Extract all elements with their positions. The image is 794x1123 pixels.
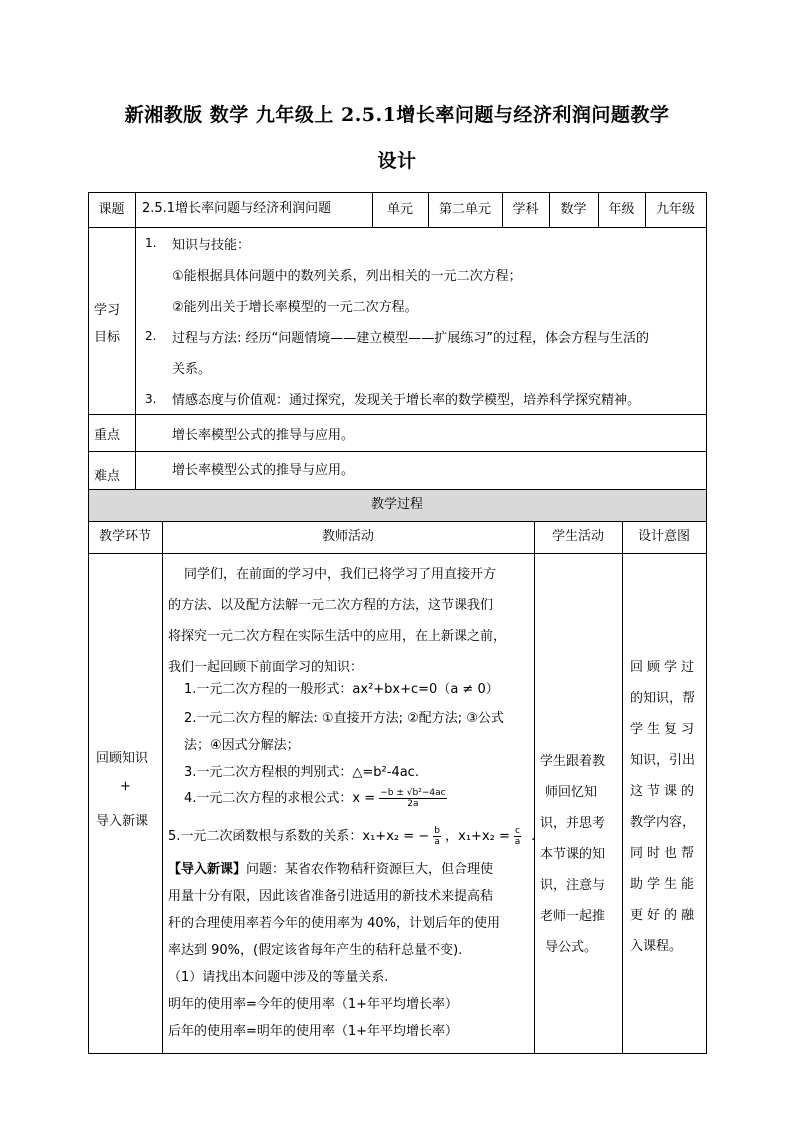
- header-stage: 教学环节: [98, 529, 151, 544]
- intro-line: 的方法、以及配方法解一元二次方程的方法，这节课我们: [168, 598, 494, 613]
- col-divider: [622, 521, 623, 1054]
- objective-item: 过程与方法: 经历“问题情境——建立模型——扩展练习”的过程，体会方程与生活的: [172, 331, 649, 346]
- student-line: 学生跟着教: [540, 754, 606, 769]
- topic-value: 2.5.1增长率问题与经济利润问题: [142, 201, 332, 216]
- student-line: 本节课的知: [540, 847, 606, 862]
- table-border-right: [706, 192, 707, 1054]
- col-divider: [162, 521, 163, 1054]
- process-title: 教学过程: [370, 497, 423, 512]
- objectives-label-1: 学习: [94, 303, 121, 318]
- key-point-label: 重点: [94, 428, 121, 443]
- row-divider: [88, 414, 706, 415]
- header-design-intent: 设计意图: [637, 529, 690, 544]
- objective-item: ②能列出关于增长率模型的一元二次方程。: [172, 300, 418, 315]
- review-item-5-end: .: [531, 829, 536, 844]
- unit-label: 单元: [386, 201, 413, 217]
- design-line: 教学内容，: [630, 815, 696, 830]
- process-title-cell: [88, 489, 706, 521]
- difficulty-label: 难点: [94, 469, 121, 484]
- unit-value: 第二单元: [438, 201, 491, 217]
- subject-value: 数学: [560, 201, 587, 217]
- design-line: 入课程。: [630, 939, 683, 954]
- grade-value: 九年级: [655, 201, 695, 217]
- formula-denominator: 2a: [407, 799, 419, 809]
- objective-item: 情感态度与价值观：通过探究，发现关于增长率的数学模型，培养科学探究精神。: [172, 393, 641, 408]
- formula-numerator: −b ± √b²−4ac: [380, 788, 446, 798]
- fraction-c-over-a: [514, 826, 521, 847]
- stage-line: +: [120, 779, 131, 794]
- design-line: 助学生能: [630, 877, 699, 892]
- row-divider: [88, 451, 706, 452]
- col-divider: [135, 227, 136, 489]
- stage-line: 回顾知识: [96, 751, 149, 766]
- topic-label: 课题: [98, 201, 125, 217]
- equation-line: 明年的使用率=今年的使用率（1+年平均增长率）: [168, 997, 459, 1012]
- subject-label: 学科: [512, 201, 539, 217]
- review-item-3: 3.一元二次方程根的判别式：△=b²-4ac.: [184, 765, 419, 780]
- header-student-activity: 学生活动: [551, 529, 604, 544]
- review-item-5: [168, 825, 535, 847]
- review-item-4-text: 4.一元二次方程的求根公式：x =: [184, 791, 376, 806]
- new-lesson-line: [168, 858, 493, 877]
- row-divider: [88, 227, 706, 228]
- table-border-left: [88, 192, 89, 1054]
- intro-line: 我们一起回顾下前面学习的知识：: [168, 660, 364, 675]
- col-divider: [135, 192, 136, 227]
- table-border-bottom: [88, 1053, 706, 1054]
- student-line: 老师一起推: [540, 909, 606, 924]
- quadratic-formula: [379, 788, 446, 809]
- objective-number: 1.: [145, 236, 157, 250]
- design-line: 的知识，帮: [630, 691, 696, 706]
- new-lesson-tag: 【导入新课】: [168, 862, 247, 877]
- design-line: 这节课的: [630, 784, 699, 799]
- review-item-5-text: 5.一元二次函数根与系数的关系：x₁+x₂ = −: [168, 829, 430, 844]
- student-line: 识，并思考: [540, 816, 606, 831]
- fraction-b-over-a: [433, 826, 441, 847]
- intro-line: 将探究一元二次方程在实际生活中的应用，在上新课之前，: [168, 629, 507, 644]
- design-line: 更好的融: [630, 908, 699, 923]
- new-lesson-line: 率达到 90%，(假定该省每年产生的秸秆总量不变).: [168, 943, 463, 958]
- student-line: 师回忆知: [545, 785, 598, 800]
- fraction-numerator: c: [515, 826, 520, 836]
- objective-item: 关系。: [172, 362, 212, 377]
- fraction-denominator: a: [434, 837, 440, 847]
- row-divider: [88, 489, 706, 490]
- new-lesson-line: 用量十分有限，因此该省准备引进适用的新技术来提高秸: [168, 889, 494, 904]
- grade-label: 年级: [608, 201, 635, 217]
- document-title: [88, 92, 706, 184]
- review-item-2: 2.一元二次方程的解法: ①直接开方法; ②配方法; ③公式: [184, 711, 504, 726]
- objective-number: 3.: [145, 392, 157, 406]
- review-item-4: [184, 787, 447, 809]
- fraction-numerator: b: [434, 826, 441, 836]
- objective-item: 知识与技能：: [172, 238, 251, 253]
- new-lesson-text: 问题：某省农作物秸秆资源巨大，但合理使: [246, 862, 494, 877]
- review-item-1: 1.一元二次方程的一般形式：ax²+bx+c=0（a ≠ 0）: [184, 682, 499, 697]
- fraction-denominator: a: [514, 837, 521, 847]
- stage-line: 导入新课: [96, 814, 149, 829]
- intro-line: 同学们，在前面的学习中，我们已将学习了用直接开方: [184, 567, 497, 582]
- review-item-5-mid: ，x₁+x₂ =: [445, 829, 510, 844]
- review-item-2-cont: 法；④因式分解法；: [184, 738, 300, 753]
- title-line-1: 新湘教版 数学 九年级上 2.5.1增长率问题与经济利润问题教学: [124, 104, 670, 126]
- new-lesson-line: 秆的合理使用率若今年的使用率为 40%，计划后年的使用: [168, 916, 501, 931]
- equation-line: 后年的使用率=明年的使用率（1+年平均增长率）: [168, 1024, 459, 1039]
- design-line: 同时也帮: [630, 846, 699, 861]
- title-line-2: 设计: [377, 150, 417, 172]
- row-divider: [88, 553, 706, 554]
- objective-item: ①能根据具体问题中的数列关系，列出相关的一元二次方程；: [172, 269, 522, 284]
- key-point-text: 增长率模型公式的推导与应用。: [172, 428, 355, 443]
- design-line: 知识，引出: [630, 753, 696, 768]
- objectives-label-2: 目标: [94, 330, 121, 345]
- student-line: 识，注意与: [540, 878, 606, 893]
- header-teacher-activity: 教师活动: [321, 529, 374, 544]
- question-1: （1）请找出本问题中涉及的等量关系.: [168, 970, 389, 985]
- design-line: 学生复习: [630, 722, 699, 737]
- objective-number: 2.: [145, 329, 157, 343]
- student-line: 导公式。: [545, 940, 598, 955]
- col-divider: [534, 521, 535, 1054]
- difficulty-text: 增长率模型公式的推导与应用。: [172, 463, 355, 478]
- design-line: 回顾学过: [630, 660, 699, 675]
